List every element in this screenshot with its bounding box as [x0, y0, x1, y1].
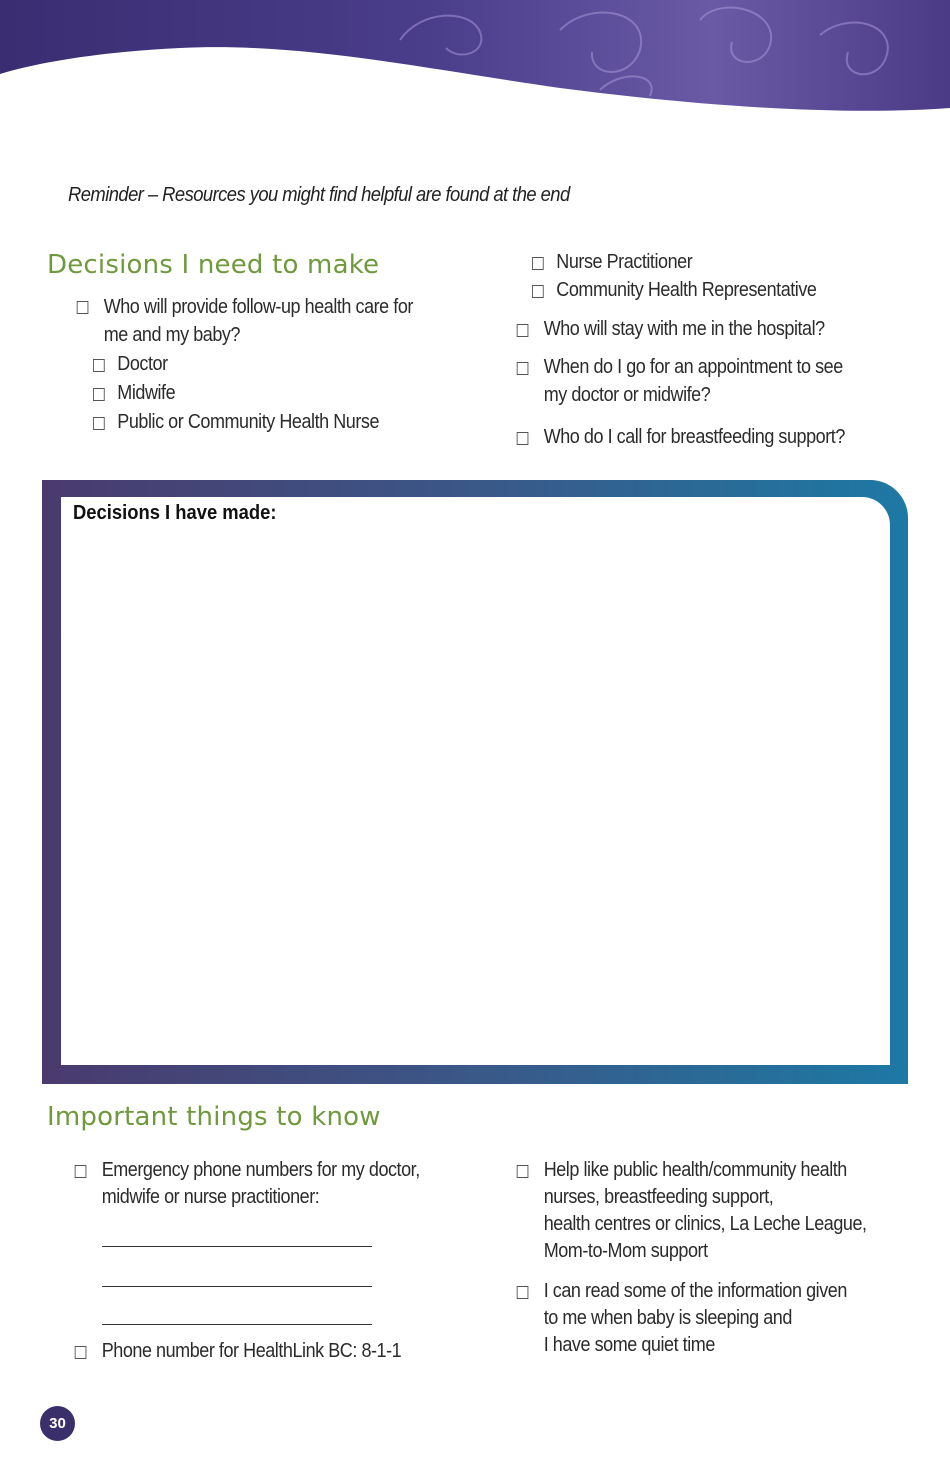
decisions-to-make-heading: Decisions I need to make: [47, 250, 380, 280]
page-number: 30: [40, 1406, 75, 1441]
checkbox[interactable]: [93, 417, 105, 430]
checkbox[interactable]: [517, 1286, 529, 1299]
checkbox[interactable]: [532, 257, 544, 270]
checkbox[interactable]: [93, 388, 105, 401]
reminder-text: Reminder – Resources you might find helpful are found at the end: [68, 184, 570, 206]
checkbox[interactable]: [517, 324, 529, 337]
header-banner: [0, 0, 950, 120]
checkbox[interactable]: [75, 1165, 87, 1178]
checkbox[interactable]: [517, 362, 529, 375]
checkbox[interactable]: [532, 285, 544, 298]
important-heading: Important things to know: [47, 1102, 381, 1132]
blank-line-3[interactable]: [102, 1324, 372, 1325]
checkbox[interactable]: [77, 301, 89, 314]
checkbox[interactable]: [93, 359, 105, 372]
decisions-made-frame: [42, 480, 908, 1084]
decisions-made-title: Decisions I have made:: [73, 502, 277, 524]
blank-line-2[interactable]: [102, 1286, 372, 1287]
checkbox[interactable]: [517, 432, 529, 445]
checkbox[interactable]: [517, 1165, 529, 1178]
checkbox[interactable]: [75, 1346, 87, 1359]
decisions-made-writing-area[interactable]: [61, 497, 890, 1065]
blank-line-1[interactable]: [102, 1246, 372, 1247]
